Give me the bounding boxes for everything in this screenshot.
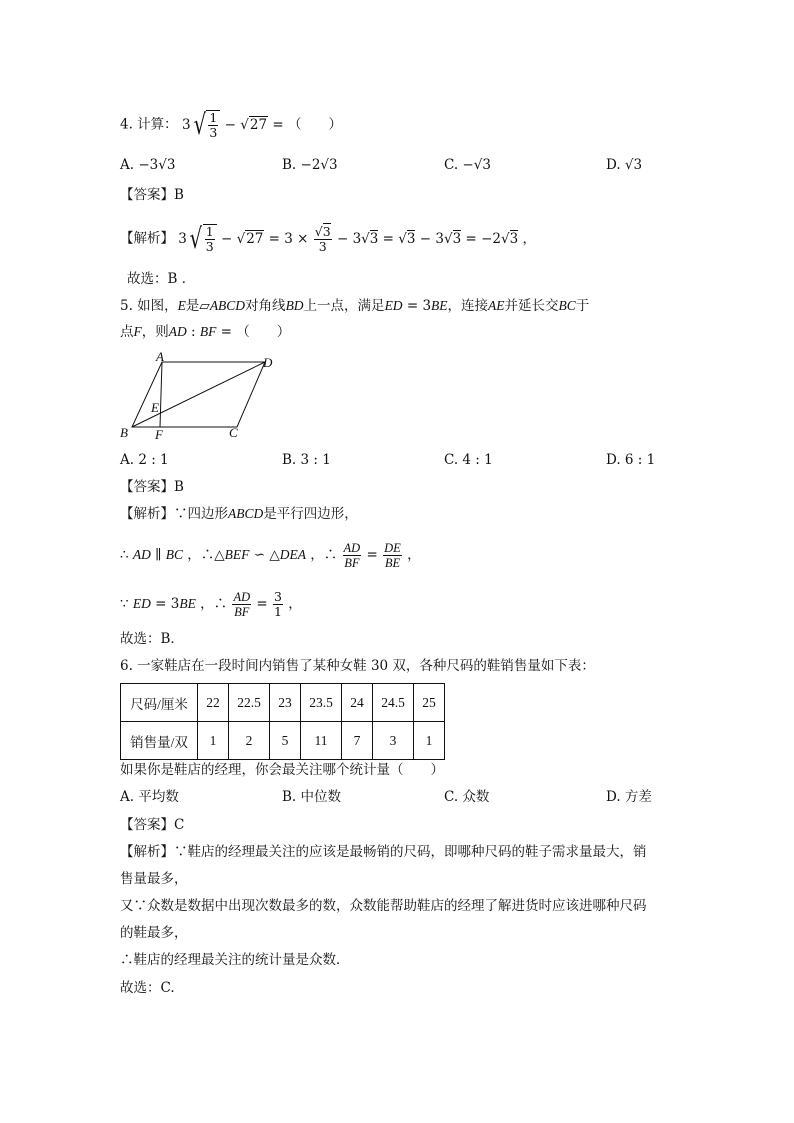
q6-question: 如果你是鞋店的经理，你会最关注哪个统计量（ ） bbox=[120, 762, 444, 778]
q5-analysis-label: 【解析】 bbox=[120, 506, 174, 522]
table-cell: 23.5 bbox=[301, 684, 342, 722]
table-cell: 24.5 bbox=[373, 684, 414, 722]
table-row bbox=[121, 722, 445, 760]
q4-conclusion: 故选：B ． bbox=[127, 271, 196, 287]
q4-answer: 【答案】B bbox=[120, 187, 184, 203]
table-cell: 5 bbox=[270, 722, 301, 760]
q5-option-c: C. 4 : 1 bbox=[444, 452, 493, 468]
q4-option-d: D. √3 bbox=[606, 157, 643, 173]
q6-answer: 【答案】C bbox=[120, 817, 185, 833]
q5-option-d: D. 6 : 1 bbox=[606, 452, 656, 468]
q5-stem-line1: 5. 如图，E是▱ABCD对角线BD上一点，满足ED = 3BE，连接AE并延长交BC于 bbox=[120, 298, 590, 314]
table-cell: 22.5 bbox=[229, 684, 270, 722]
q5-text: ，连接 bbox=[447, 298, 489, 314]
q5-text: 5. 如图， bbox=[120, 298, 178, 314]
q5-conclusion: 故选：B． bbox=[120, 631, 184, 647]
q4-paren: （ ） bbox=[287, 116, 342, 133]
q4-analysis bbox=[120, 224, 536, 254]
q5-text: 上一点，满足 bbox=[303, 298, 385, 314]
q5-text: ，则 bbox=[141, 324, 169, 340]
table-cell: 1 bbox=[198, 722, 229, 760]
shoe-size-table bbox=[120, 683, 445, 760]
q4-option-c: C. −√3 bbox=[444, 157, 491, 173]
q6-stem: 6. 一家鞋店在一段时间内销售了某种女鞋 30 双，各种尺码的鞋销售量如下表： bbox=[120, 658, 595, 674]
label-a: A bbox=[156, 350, 164, 364]
q5-analysis-line1: 【解析】∵四边形ABCD是平行四边形， bbox=[120, 506, 358, 522]
table-cell: 24 bbox=[342, 684, 373, 722]
label-f: F bbox=[155, 427, 163, 442]
table-cell: 22 bbox=[198, 684, 229, 722]
q6-option-c: C. 众数 bbox=[444, 789, 490, 805]
q4-option-b: B. −2√3 bbox=[282, 157, 338, 173]
table-header-count: 销售量/双 bbox=[121, 722, 198, 760]
label-e: E bbox=[151, 400, 159, 415]
label-c: C bbox=[229, 425, 238, 440]
q5-answer: 【答案】B bbox=[120, 479, 184, 495]
q5-stem-line2: 点F，则AD : BF = （ ） bbox=[120, 324, 291, 340]
q5-text: 对角线 bbox=[245, 298, 286, 314]
q4-stem bbox=[120, 110, 342, 140]
q6-conclusion: 故选：C. bbox=[120, 980, 175, 996]
table-cell: 11 bbox=[301, 722, 342, 760]
q6-analysis-line1 bbox=[120, 843, 647, 861]
q6-analysis-line5: ∴鞋店的经理最关注的统计量是众数． bbox=[120, 952, 350, 968]
q6-option-d: D. 方差 bbox=[606, 789, 652, 805]
q5-text: 于 bbox=[575, 298, 590, 314]
label-d: D bbox=[263, 355, 273, 370]
table-cell: 3 bbox=[373, 722, 414, 760]
q6-text: ∵鞋店的经理最关注的应该是最畅销的尺码，即哪种尺码的鞋子需求量最大，销 bbox=[174, 844, 647, 860]
q6-analysis-line2: 售量最多， bbox=[120, 871, 188, 887]
q5-option-a: A. 2 : 1 bbox=[120, 452, 169, 468]
q5-option-b: B. 3 : 1 bbox=[282, 452, 331, 468]
q4-analysis-label: 【解析】 bbox=[120, 230, 174, 247]
table-cell: 2 bbox=[229, 722, 270, 760]
q6-option-a: A. 平均数 bbox=[120, 789, 179, 805]
table-cell: 23 bbox=[270, 684, 301, 722]
q5-text: （ ） bbox=[236, 324, 291, 340]
table-header-size: 尺码/厘米 bbox=[121, 684, 198, 722]
table-cell: 1 bbox=[414, 722, 445, 760]
q5-parallelogram-figure bbox=[115, 350, 285, 442]
q6-analysis-line3: 又∵众数是数据中出现次数最多的数，众数能帮助鞋店的经理了解进货时应该进哪种尺码 bbox=[120, 898, 647, 914]
table-cell: 25 bbox=[414, 684, 445, 722]
table-cell: 7 bbox=[342, 722, 373, 760]
q5-analysis-line2: ∴ AD ∥ BC ，∴△BEF ∽ △DEA ，∴ $\frac{AD}{BF}$ = $\frac{DE}{BE}$ ， bbox=[120, 541, 421, 570]
diagonal-bd bbox=[132, 362, 265, 427]
q6-analysis-label: 【解析】 bbox=[120, 844, 174, 860]
q6-option-b: B. 中位数 bbox=[282, 789, 342, 805]
segment-af bbox=[160, 362, 162, 427]
q6-analysis-line4: 的鞋最多， bbox=[120, 925, 188, 941]
q4-label: 4. 计算： bbox=[120, 116, 178, 133]
q5-text: ∵四边形 bbox=[174, 506, 228, 522]
table-row bbox=[121, 684, 445, 722]
q4-expression: 3 √ $\frac{1}{3}$ − √27 = bbox=[181, 108, 288, 141]
q5-text: 并延长交 bbox=[504, 298, 559, 314]
q5-analysis-line3: ∵ ED = 3BE ，∴ $\frac{AD}{BF}$ = $\frac{3}{1}$ ， bbox=[120, 589, 302, 619]
label-b: B bbox=[120, 425, 128, 440]
q5-text: 是 bbox=[185, 298, 200, 314]
q5-text: 是平行四边形， bbox=[263, 506, 358, 522]
q4-option-a: A. −3√3 bbox=[120, 157, 176, 173]
q4-analysis-expression: 3 √ $\frac{1}{3}$ − √27 = 3 × $\frac{√3}{3}$ − 3√3 = √3 − 3√3 = −2√3 ， bbox=[178, 222, 536, 255]
q5-text: 点 bbox=[120, 324, 134, 340]
